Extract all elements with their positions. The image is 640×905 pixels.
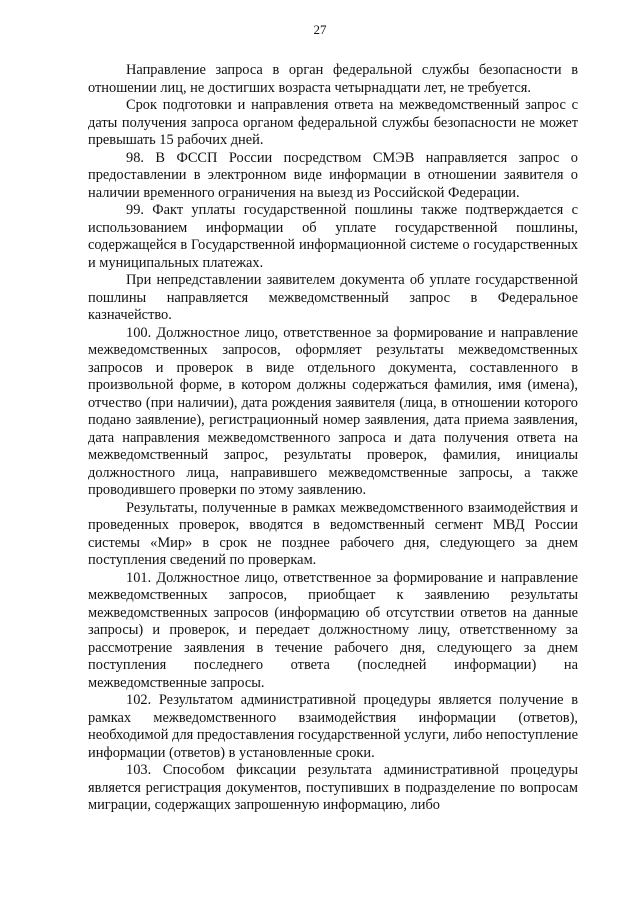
paragraph-results-mir: Результаты, полученные в рамках межведомственного взаимодействия и проведенных проверок, вводятся в ведомственный сегмент МВД России системы «Мир» в срок не позднее рабочего дня, следующего за днем поступления сведений по проверкам.	[88, 499, 578, 568]
page-number: 27	[313, 22, 327, 37]
paragraph-100: 100. Должностное лицо, ответственное за формирование и направление межведомственных запросов, оформляет результаты межведомственных запросов и проверок в виде отдельного документа, составленного в произвольной форме, в котором должны содержаться фамилия, имя (имена), отчество (при наличии), дата рождения заявителя (лица, в отношении которого подано заявление), регистрационный номер заявления, дата приема заявления, дата направления межведомственного запроса и дата получения ответа на межведомственный запрос, результаты проверок, фамилия, инициалы должностного лица, направившего межведомственные запросы, а также проводившего проверки по этому заявлению.	[88, 324, 578, 498]
paragraph-102: 102. Результатом административной процедуры является получение в рамках межведомственного взаимодействия информации (ответов), необходимой для предоставления государственной услуги, либо непоступление информации (ответов) в установленные сроки.	[88, 692, 578, 761]
paragraph-103: 103. Способом фиксации результата административной процедуры является регистрация документов, поступивших в подразделение по вопросам миграции, содержащих запрошенную информацию, либо	[88, 762, 578, 813]
document-body	[88, 62, 578, 815]
paragraph-treasury-request: При непредставлении заявителем документа об уплате государственной пошлины направляется межведомственный запрос в Федеральное казначейство.	[88, 272, 578, 323]
paragraph-101: 101. Должностное лицо, ответственное за формирование и направление межведомственных запросов, приобщает к заявлению результаты межведомственных запросов (информацию об отсутствии ответов на данные запросы) и проверок, и передает должностному лицу, ответственному за рассмотрение заявления в течение рабочего дня, следующего за днем поступления последнего ответа (последней информации) на межведомственные запросы.	[88, 569, 578, 691]
paragraph-99: 99. Факт уплаты государственной пошлины также подтверждается с использованием информации об уплате государственной пошлины, содержащейся в Государственной информационной системе о государственных и муниципальных платежах.	[88, 202, 578, 271]
paragraph-fsb-request-age: Направление запроса в орган федеральной службы безопасности в отношении лиц, не достигших возраста четырнадцати лет, не требуется.	[88, 62, 578, 96]
paragraph-98: 98. В ФССП России посредством СМЭВ направляется запрос о предоставлении в электронном виде информации в отношении заявителя о наличии временного ограничения на выезд из Российской Федерации.	[88, 149, 578, 201]
paragraph-fsb-response-term: Срок подготовки и направления ответа на межведомственный запрос с даты получения запроса органом федеральной службы безопасности не может превышать 15 рабочих дней.	[88, 97, 578, 148]
